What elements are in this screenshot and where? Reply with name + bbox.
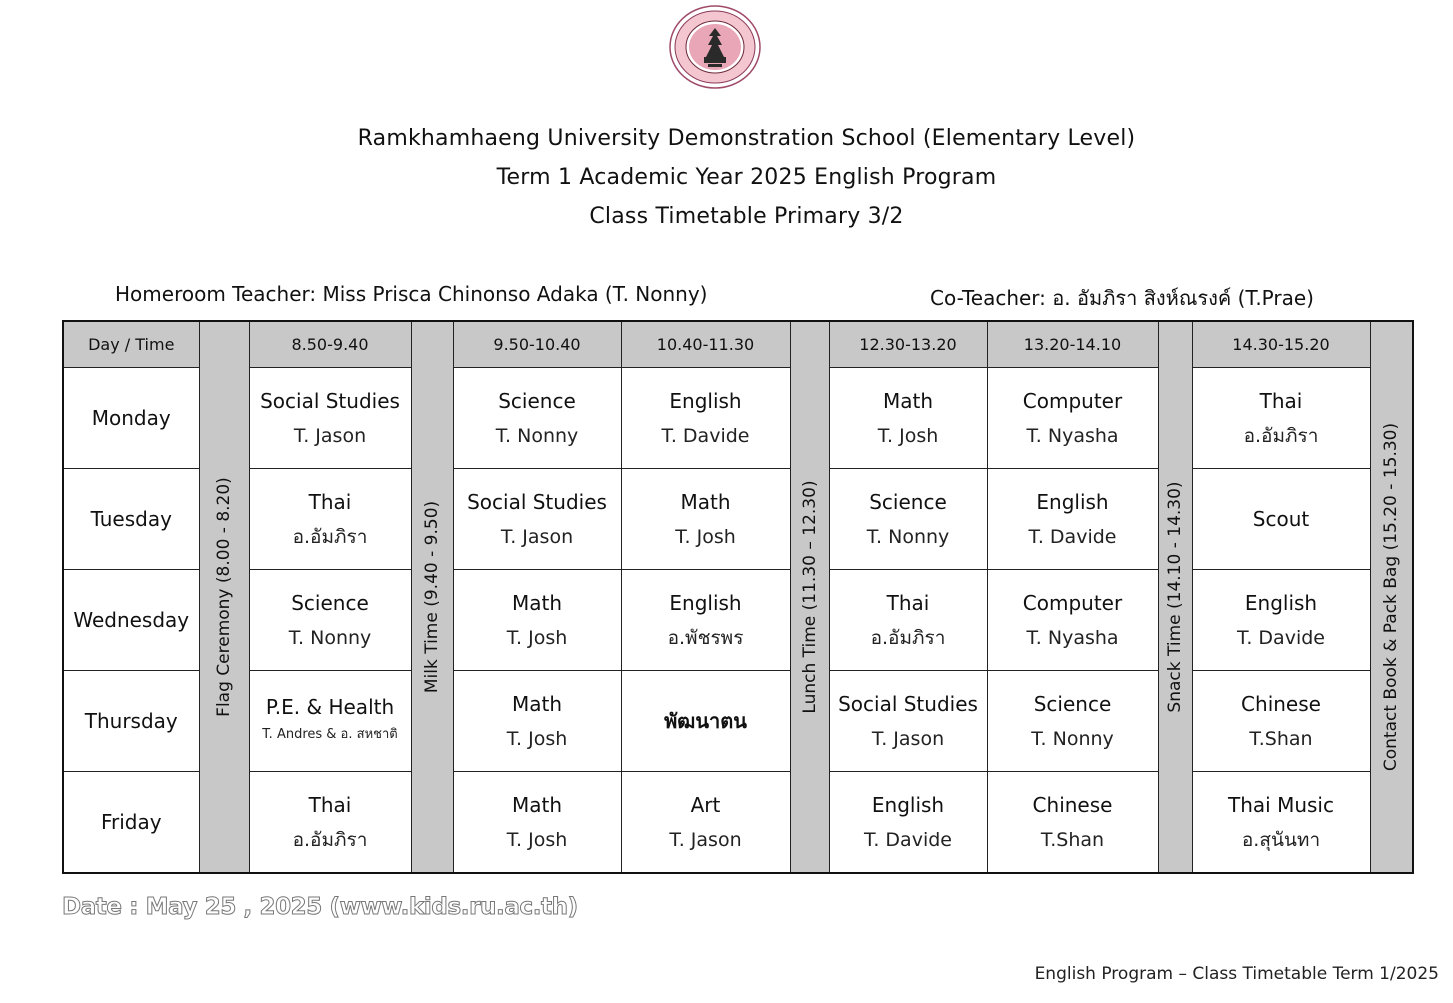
class-cell	[453, 469, 621, 570]
class-cell	[453, 570, 621, 671]
subject: Math	[882, 388, 934, 413]
teacher: T. Nonny	[495, 424, 579, 447]
subject: Science	[498, 388, 576, 413]
day-label: Wednesday	[63, 570, 199, 671]
teacher: T. Nyasha	[1026, 424, 1119, 447]
teacher: T. Nyasha	[1026, 626, 1119, 649]
subject: Social Studies	[467, 489, 607, 514]
class-cell	[249, 671, 411, 772]
period-3: 10.40-11.30	[621, 321, 790, 368]
class-title: Class Timetable Primary 3/2	[589, 204, 904, 229]
class-cell	[1192, 570, 1370, 671]
subject: Computer	[1022, 388, 1123, 413]
class-cell	[249, 469, 411, 570]
class-cell	[453, 671, 621, 772]
class-cell	[829, 368, 987, 469]
subject: Chinese	[1032, 792, 1113, 817]
table-row	[63, 570, 1413, 671]
milk-time-column	[411, 321, 453, 873]
class-cell	[621, 368, 790, 469]
teacher: T. Jason	[669, 828, 742, 851]
class-cell	[987, 368, 1158, 469]
table-row	[63, 469, 1413, 570]
class-cell	[1192, 469, 1370, 570]
period-2: 9.50-10.40	[453, 321, 621, 368]
class-cell	[249, 772, 411, 874]
class-cell	[987, 469, 1158, 570]
teacher: T. Andres & อ. สหชาติ	[262, 727, 398, 742]
teacher: อ.สุนันทา	[1241, 828, 1321, 851]
class-cell	[621, 570, 790, 671]
class-cell	[987, 772, 1158, 874]
teacher: T. Josh	[877, 424, 939, 447]
class-cell	[453, 368, 621, 469]
teacher: T. Josh	[506, 727, 568, 750]
subject: Math	[680, 489, 731, 514]
subject: Math	[511, 590, 563, 615]
class-cell	[829, 772, 987, 874]
subject: Thai	[308, 489, 352, 514]
flag-ceremony-label: Flag Ceremony (8.00 - 8.20)	[214, 477, 234, 717]
snack-time-label: Snack Time (14.10 - 14.30)	[1165, 481, 1185, 713]
co-teacher: Co-Teacher: อ. อัมภิรา สิงห์ณรงค์ (T.Prae)	[930, 286, 1314, 310]
teacher: T. Jason	[500, 525, 574, 548]
teacher: T.Shan	[1040, 828, 1105, 851]
class-cell	[453, 772, 621, 874]
class-cell	[621, 469, 790, 570]
flag-ceremony-column	[199, 321, 249, 873]
teacher: อ.อัมภิรา	[292, 828, 368, 851]
class-cell	[987, 570, 1158, 671]
milk-time-label: Milk Time (9.40 - 9.50)	[422, 500, 442, 694]
subject: Social Studies	[838, 691, 978, 716]
subject: พัฒนาตน	[664, 709, 747, 733]
teacher: T. Jason	[871, 727, 945, 750]
school-title: Ramkhamhaeng University Demonstration School (Elementary Level)	[357, 126, 1136, 151]
class-cell	[1192, 772, 1370, 874]
teacher: T. Davide	[864, 828, 952, 851]
lunch-time-column	[790, 321, 829, 873]
teacher: T. Davide	[661, 424, 750, 447]
class-cell	[829, 469, 987, 570]
subject: Science	[291, 590, 369, 615]
day-label: Friday	[63, 772, 199, 874]
teacher: T. Nonny	[1031, 727, 1114, 750]
class-cell	[249, 368, 411, 469]
day-label: Thursday	[63, 671, 199, 772]
class-cell	[829, 671, 987, 772]
class-cell	[987, 671, 1158, 772]
class-cell	[1192, 671, 1370, 772]
teacher: อ.อัมภิรา	[870, 626, 946, 649]
teacher: อ.อัมภิรา	[1243, 424, 1319, 447]
teacher: T. Nonny	[866, 525, 950, 548]
period-6: 14.30-15.20	[1192, 321, 1370, 368]
subject: Art	[690, 792, 721, 817]
term-title: Term 1 Academic Year 2025 English Program	[496, 165, 997, 190]
teacher: T. Josh	[506, 626, 568, 649]
teacher: T. Nonny	[288, 626, 372, 649]
table-row	[63, 368, 1413, 469]
subject: Social Studies	[260, 388, 400, 413]
subject: English	[871, 792, 945, 817]
day-label: Tuesday	[63, 469, 199, 570]
period-5: 13.20-14.10	[987, 321, 1158, 368]
corner-cell: Day / Time	[63, 321, 199, 368]
snack-time-column	[1158, 321, 1192, 873]
subject: P.E. & Health	[265, 695, 395, 719]
teacher: T. Jason	[293, 424, 367, 447]
subject: English	[669, 388, 742, 413]
table-row	[63, 772, 1413, 874]
class-cell	[621, 772, 790, 874]
teacher: อ.พัชรพร	[667, 626, 744, 649]
teacher: T. Davide	[1028, 525, 1117, 548]
subject: English	[669, 590, 742, 615]
subject: Math	[511, 691, 563, 716]
teacher: T.Shan	[1249, 727, 1313, 750]
header-row	[63, 321, 1413, 368]
subject: Thai Music	[1228, 792, 1334, 817]
subject: Thai	[886, 590, 930, 615]
subject: Thai	[308, 792, 352, 817]
class-cell	[621, 671, 790, 772]
footer-text: English Program – Class Timetable Term 1/2025	[1034, 964, 1439, 984]
subject: English	[1244, 590, 1318, 615]
contact-book-label: Contact Book & Pack Bag (15.20 - 15.30)	[1381, 422, 1402, 772]
subject: Chinese	[1241, 691, 1321, 716]
day-label: Monday	[63, 368, 199, 469]
table-row	[63, 671, 1413, 772]
subject: Science	[869, 489, 947, 514]
teacher: T. Davide	[1237, 626, 1325, 649]
contact-book-column	[1370, 321, 1413, 873]
teacher: T. Josh	[675, 525, 736, 548]
timetable	[62, 320, 1414, 874]
teacher: T. Josh	[506, 828, 568, 851]
subject: English	[1036, 489, 1109, 514]
school-seal-icon	[668, 4, 762, 90]
subject: Thai	[1259, 388, 1303, 413]
subject: Science	[1033, 691, 1112, 716]
subject: Computer	[1022, 590, 1123, 615]
lunch-time-label: Lunch Time (11.30 – 12.30)	[799, 480, 820, 714]
class-cell	[249, 570, 411, 671]
class-cell	[829, 570, 987, 671]
period-1: 8.50-9.40	[249, 321, 411, 368]
subject: Scout	[1252, 507, 1310, 531]
date-line: Date : May 25 , 2025 (www.kids.ru.ac.th)	[62, 894, 578, 920]
homeroom-teacher: Homeroom Teacher: Miss Prisca Chinonso Adaka (T. Nonny)	[115, 282, 708, 306]
subject: Math	[511, 792, 563, 817]
period-4: 12.30-13.20	[829, 321, 987, 368]
class-cell	[1192, 368, 1370, 469]
teacher: อ.อัมภิรา	[292, 525, 368, 548]
